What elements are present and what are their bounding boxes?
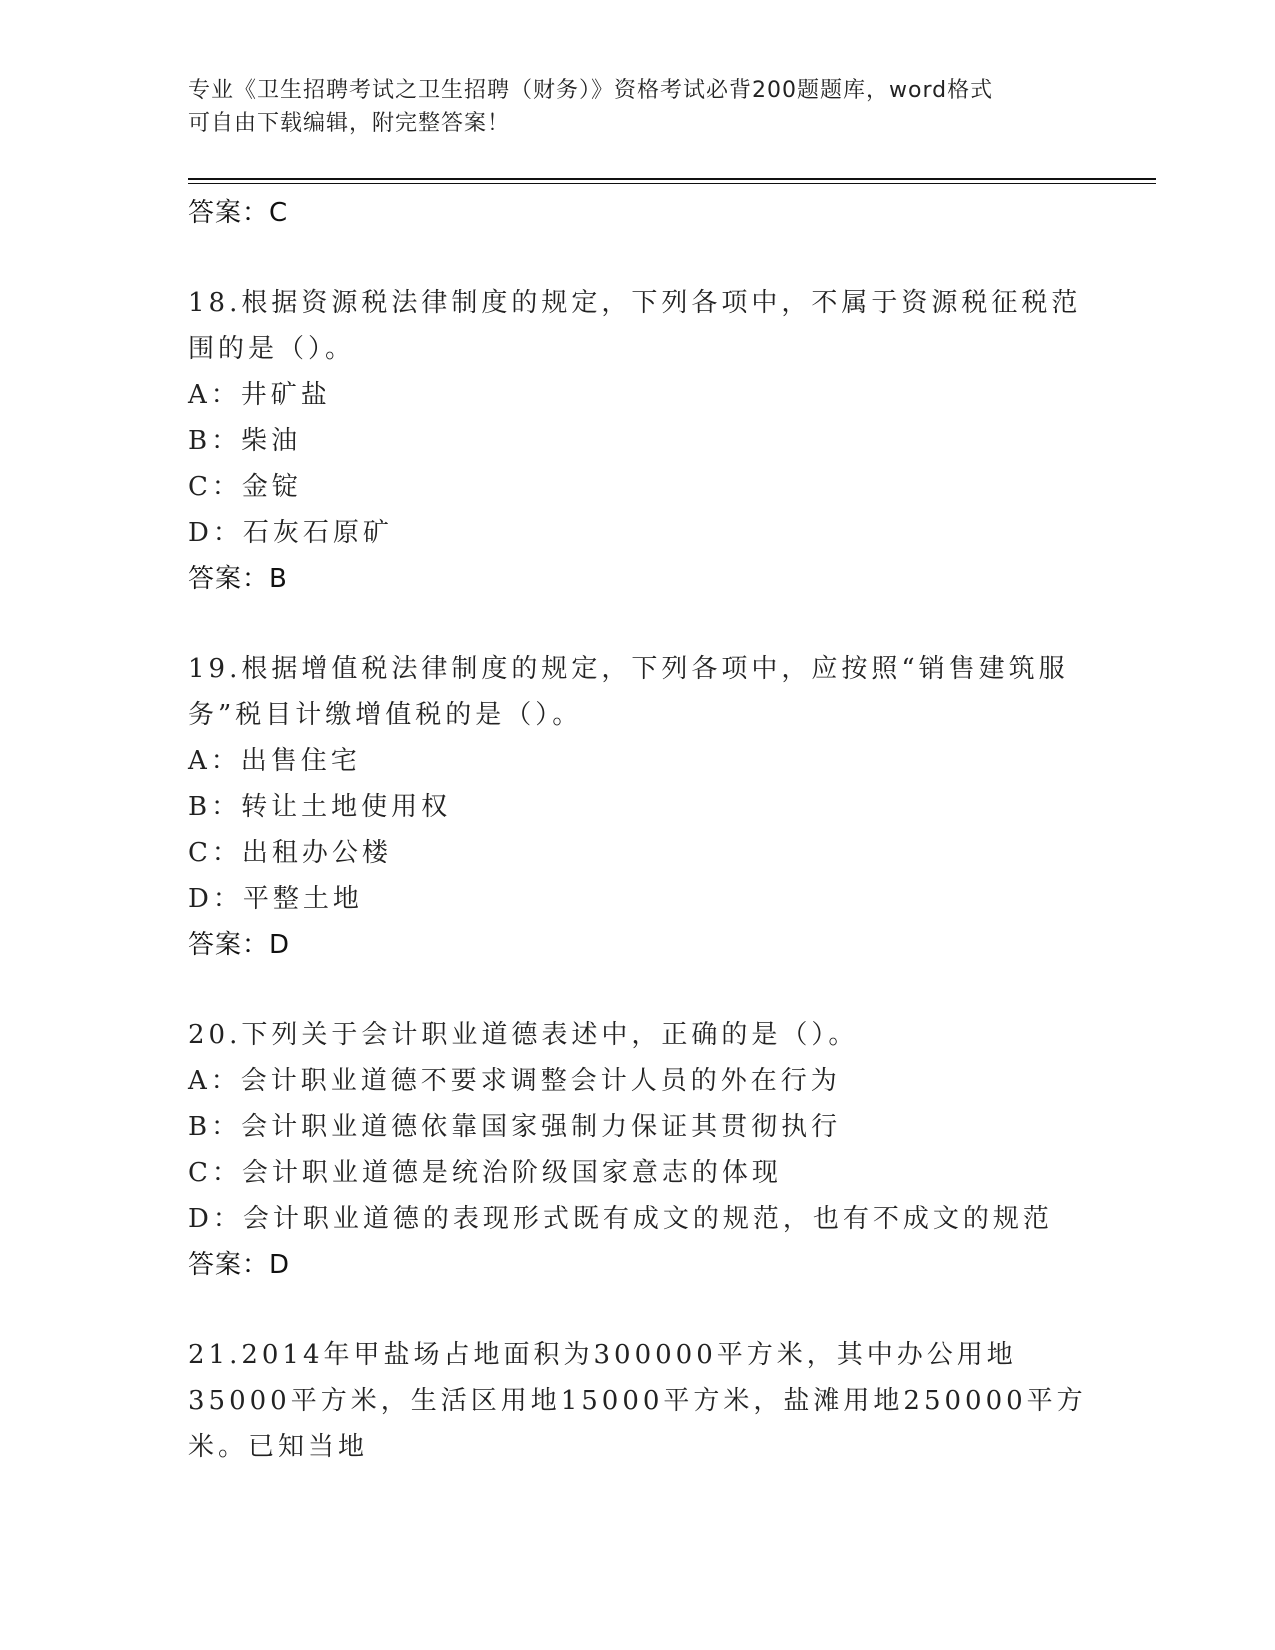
answer-label: 答案：C: [188, 198, 289, 228]
question-text: 21.2014年甲盐场占地面积为300000平方米，其中办公用地35000平方米，生活区用地15000平方米，盐滩用地250000平方米。已知当地: [188, 1340, 1087, 1462]
question-text: 19.根据增值税法律制度的规定，下列各项中，应按照“销售建筑服务”税目计缴增值税的是（）。: [188, 654, 1069, 730]
answer-label: 答案：D: [188, 1250, 291, 1280]
document-header: [188, 74, 1068, 140]
option-b: B：柴油: [188, 426, 302, 456]
question-18: [188, 280, 1088, 556]
question-21: [188, 1332, 1088, 1470]
answer-label: 答案：D: [188, 930, 291, 960]
question-text: 18.根据资源税法律制度的规定，下列各项中，不属于资源税征税范围的是（）。: [188, 288, 1082, 364]
option-b: B：转让土地使用权: [188, 792, 452, 822]
option-a: A：会计职业道德不要求调整会计人员的外在行为: [188, 1066, 841, 1096]
header-rule-thick: [188, 178, 1156, 180]
option-d: D：会计职业道德的表现形式既有成文的规范，也有不成文的规范: [188, 1204, 1053, 1234]
option-c: C：会计职业道德是统治阶级国家意志的体现: [188, 1158, 782, 1188]
option-b: B：会计职业道德依靠国家强制力保证其贯彻执行: [188, 1112, 842, 1142]
option-d: D：平整土地: [188, 884, 363, 914]
questions-content: [188, 190, 1088, 1470]
question-20: [188, 1012, 1088, 1242]
question-text: 20.下列关于会计职业道德表述中，正确的是（）。: [188, 1020, 859, 1050]
option-c: C：金锭: [188, 472, 302, 502]
header-rule-thin: [188, 183, 1156, 184]
option-d: D：石灰石原矿: [188, 518, 393, 548]
header-line-1: 专业《卫生招聘考试之卫生招聘（财务）》资格考试必背200题题库，word格式: [188, 78, 994, 103]
option-a: A：井矿盐: [188, 380, 331, 410]
option-a: A：出售住宅: [188, 746, 361, 776]
question-19: [188, 646, 1088, 922]
option-c: C：出租办公楼: [188, 838, 392, 868]
header-line-2: 可自由下载编辑，附完整答案！: [188, 111, 511, 136]
answer-label: 答案：B: [188, 564, 288, 594]
